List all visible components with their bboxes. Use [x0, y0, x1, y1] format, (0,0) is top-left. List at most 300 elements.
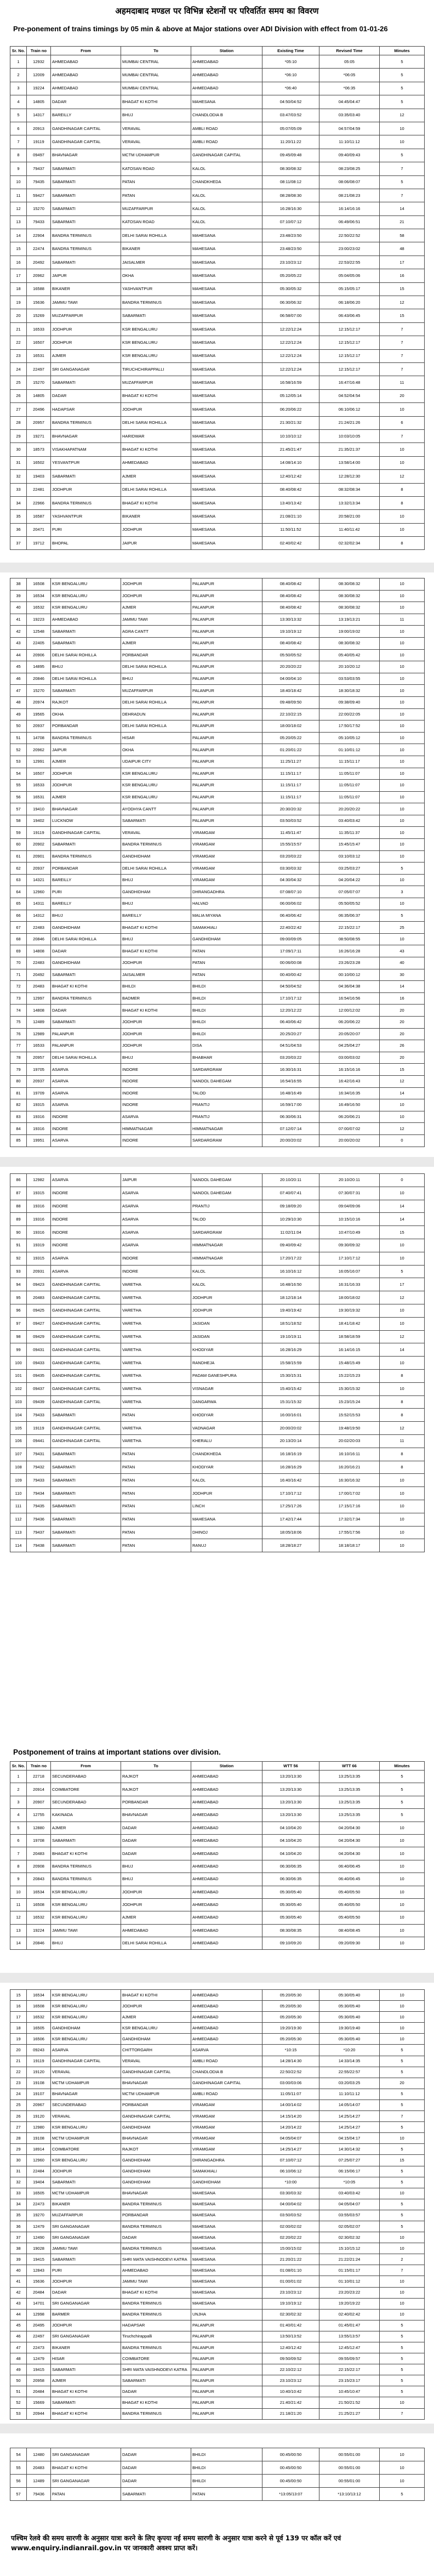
cell-station: AHMEDABAD [191, 1796, 262, 1808]
cell-time-old: 16:28/16:30 [262, 202, 319, 215]
table-row [10, 2133, 425, 2144]
table-row [10, 1123, 425, 1135]
table-row [10, 1265, 425, 1278]
cell-station: PALANPUR [191, 2342, 262, 2353]
cell-time-new: 09:38/09:40 [319, 696, 380, 708]
cell-train-no: 19708 [27, 1834, 51, 1847]
cell-minutes: 10 [380, 1382, 425, 1395]
cell-sr-no: 57 [10, 2488, 27, 2501]
table-row [10, 1291, 425, 1304]
cell-to: AHMEDABAD [121, 456, 191, 469]
cell-sr-no: 56 [10, 2475, 27, 2488]
cell-time-new: 15:10/15:12 [319, 2243, 380, 2254]
cell-sr-no: 68 [10, 933, 27, 945]
cell-time-old: 06:58/07:00 [262, 309, 319, 322]
cell-train-no: 14321 [27, 874, 51, 886]
cell-to: JODHPUR [121, 1898, 191, 1911]
cell-time-old: 20:13/20:14 [262, 1434, 319, 1448]
cell-sr-no: 39 [10, 2254, 27, 2265]
table-row [10, 322, 425, 336]
cell-station: PALANPUR [191, 756, 262, 768]
cell-time-new: 16:26/16:28 [319, 945, 380, 957]
table-row [10, 2188, 425, 2199]
cell-train-no: 22966 [27, 496, 51, 509]
cell-minutes: 8 [380, 1395, 425, 1409]
cell-minutes: 10 [380, 696, 425, 708]
cell-from: GANDHINAGAR CAPITAL [51, 1422, 121, 1435]
table-row [10, 2309, 425, 2320]
cell-time-old: 16:59/17:00 [262, 1099, 319, 1111]
table-row [10, 55, 425, 69]
cell-time-new: 18:41/18:42 [319, 1317, 380, 1330]
cell-time-old: 09:18/09:20 [262, 1200, 319, 1213]
cell-train-no: 79431 [27, 1448, 51, 1461]
cell-sr-no: 40 [10, 2265, 27, 2276]
cell-station: PALANPUR [191, 696, 262, 708]
cell-train-no: 19316 [27, 1226, 51, 1239]
cell-from: PORBANDAR [51, 863, 121, 875]
cell-station: AHMEDABAD [191, 1783, 262, 1796]
cell-time-old: 06:40/06:42 [262, 910, 319, 922]
cell-time-old: 16:48/16:49 [262, 1087, 319, 1099]
table-row [10, 1500, 425, 1513]
cell-sr-no: 36 [10, 523, 27, 536]
cell-to: BANDRA TERMINUS [121, 2309, 191, 2320]
cell-time-new: 13:32/13:34 [319, 496, 380, 509]
cell-time-new: 12:15/12:17 [319, 362, 380, 376]
table-row [10, 1028, 425, 1040]
cell-station: PALANPUR [191, 791, 262, 803]
cell-station: BHILDI [191, 992, 262, 1005]
cell-time-old: 09:48/09:50 [262, 696, 319, 708]
cell-time-new: 07:25/07:27 [319, 2155, 380, 2166]
cell-time-old: 06:40/06:42 [262, 1016, 319, 1028]
cell-sr-no: 76 [10, 1028, 27, 1040]
cell-to: PORBANDAR [121, 649, 191, 661]
cell-to: BHAGAT KI KOTHI [121, 2397, 191, 2408]
cell-station: VIRAMGAM [191, 2144, 262, 2155]
cell-from: GANDHIDHAM [51, 2023, 121, 2034]
cell-minutes: 10 [380, 1487, 425, 1500]
cell-sr-no: 46 [10, 2331, 27, 2342]
cell-minutes: 10 [380, 1860, 425, 1873]
cell-train-no: 20907 [27, 1796, 51, 1808]
cell-minutes: 15 [380, 2155, 425, 2166]
cell-sr-no: 67 [10, 922, 27, 934]
table-row [10, 2166, 425, 2177]
cell-time-old: 19:40/19:42 [262, 1304, 319, 1317]
cell-station: MAHESANA [191, 2188, 262, 2199]
table-row [10, 1369, 425, 1382]
cell-train-no: 09243 [27, 2045, 51, 2056]
cell-time-new: 19:00/19:02 [319, 626, 380, 638]
cell-station: VIRAMGAM [191, 2100, 262, 2110]
table-row [10, 1064, 425, 1076]
table-row [10, 1434, 425, 1448]
table-row [10, 1075, 425, 1087]
cell-time-new: 05:40/05:50 [319, 1911, 380, 1924]
cell-sr-no: 97 [10, 1317, 27, 1330]
cell-time-new: 12:15/12:17 [319, 336, 380, 349]
cell-sr-no: 43 [10, 637, 27, 649]
cell-sr-no: 51 [10, 732, 27, 744]
cell-time-new: 05:30/05:40 [319, 1990, 380, 2001]
cell-to: ASARVA [121, 1200, 191, 1213]
cell-sr-no: 95 [10, 1291, 27, 1304]
cell-to: MUMBAI CENTRAL [121, 55, 191, 69]
cell-from: GANDHINAGAR CAPITAL [51, 1317, 121, 1330]
cell-train-no: 19107 [27, 2089, 51, 2100]
cell-time-old: 05:07/05:09 [262, 122, 319, 135]
cell-station: MAHESANA [191, 523, 262, 536]
cell-time-new: 21:50/21:52 [319, 2397, 380, 2408]
cell-minutes: 43 [380, 945, 425, 957]
cell-from: ASARVA [51, 1087, 121, 1099]
cell-minutes: 8 [380, 1448, 425, 1461]
cell-minutes: 5 [380, 2353, 425, 2364]
cell-time-new: 13:25/13:35 [319, 1809, 380, 1822]
cell-time-new: 08:40/08:45 [319, 1924, 380, 1937]
cell-time-old: 02:30/02:32 [262, 2309, 319, 2320]
cell-station: DISA [191, 1040, 262, 1052]
cell-minutes: 5 [380, 2166, 425, 2177]
cell-from: SABARMATI [51, 2177, 121, 2188]
cell-to: JODHPUR [121, 957, 191, 969]
cell-sr-no: 13 [10, 1924, 27, 1937]
cell-station: MAHESANA [191, 2210, 262, 2221]
cell-sr-no: 47 [10, 2342, 27, 2353]
cell-minutes: 10 [380, 874, 425, 886]
cell-station: NANDOL DAHEGAM [191, 1174, 262, 1187]
cell-time-old: 03:00/03:06 [262, 2078, 319, 2089]
table-row [10, 175, 425, 189]
cell-minutes: 10 [380, 673, 425, 685]
cell-time-new: 09:40/09:43 [319, 149, 380, 162]
cell-station: MAHESANA [191, 389, 262, 402]
cell-sr-no: 19 [10, 296, 27, 309]
cell-minutes: 10 [380, 661, 425, 673]
cell-to: KSR BENGALURU [121, 791, 191, 803]
cell-from: JODHPUR [51, 768, 121, 780]
cell-time-new: 20:02/20:03 [319, 1434, 380, 1448]
cell-time-old: 23:10/23:12 [262, 256, 319, 269]
cell-minutes: 10 [380, 1847, 425, 1860]
cell-time-old: 15:00/15:02 [262, 2243, 319, 2254]
cell-sr-no: 54 [10, 2448, 27, 2461]
cell-station: GANDHINAGAR CAPITAL [191, 149, 262, 162]
cell-to: AJMER [121, 637, 191, 649]
cell-time-new: 05:30/05:40 [319, 2034, 380, 2045]
cell-to: GANDHIDHAM [121, 2034, 191, 2045]
cell-from: GANDHINAGAR CAPITAL [51, 1304, 121, 1317]
cell-minutes: 10 [380, 2034, 425, 2045]
cell-time-new: 09:55/09:57 [319, 2353, 380, 2364]
cell-sr-no: 86 [10, 1174, 27, 1187]
cell-time-new: *06:35 [319, 82, 380, 95]
cell-to: KSR BENGALURU [121, 349, 191, 362]
cell-minutes: 5 [380, 2386, 425, 2397]
cell-from: SABARMATI [51, 1409, 121, 1422]
cell-time-old: 17:09/17:11 [262, 945, 319, 957]
cell-sr-no: 2 [10, 1783, 27, 1796]
cell-from: DADAR [51, 95, 121, 109]
cell-to: BHUJ [121, 874, 191, 886]
table-row [10, 2265, 425, 2276]
cell-sr-no: 49 [10, 708, 27, 720]
cell-from: MCTM UDHAMPUR [51, 2078, 121, 2089]
cell-to: JODHPUR [121, 403, 191, 416]
cell-time-new: 12:00/12:02 [319, 1005, 380, 1017]
cell-time-old: 16:30/16:31 [262, 1064, 319, 1076]
cell-station: DHINOJ [191, 1526, 262, 1539]
table-row [10, 1052, 425, 1064]
table-row [10, 376, 425, 389]
cell-time-new: 11:05/11:07 [319, 791, 380, 803]
cell-sr-no: 69 [10, 945, 27, 957]
cell-time-new: 23:20/23:22 [319, 2287, 380, 2298]
cell-sr-no: 16 [10, 256, 27, 269]
cell-time-old: 18:00/18:02 [262, 720, 319, 733]
cell-from: SRI GANGANAGAR [51, 2221, 121, 2232]
cell-station: MAHESANA [191, 483, 262, 496]
table-row [10, 1783, 425, 1796]
cell-sr-no: 111 [10, 1500, 27, 1513]
cell-to: BHAGAT KI KOTHI [121, 2287, 191, 2298]
cell-minutes: 8 [380, 496, 425, 509]
cell-station: NANDOL DAHEGAM [191, 1075, 262, 1087]
cell-station: Station [191, 47, 262, 55]
cell-train-no: 22483 [27, 957, 51, 969]
cell-to: MCTM UDHAMPUR [121, 2089, 191, 2100]
cell-minutes: 6 [380, 416, 425, 429]
cell-sr-no: 21 [10, 322, 27, 336]
cell-time-new: 20:58/21:00 [319, 510, 380, 523]
cell-station: VADNAGAR [191, 1422, 262, 1435]
table-row [10, 403, 425, 416]
cell-station: PATAN [191, 945, 262, 957]
cell-sr-no: 34 [10, 2199, 27, 2210]
cell-time-old: 02:20/02:22 [262, 2232, 319, 2243]
cell-minutes: 12 [380, 1291, 425, 1304]
cell-time-new: 02:40/02:42 [319, 2309, 380, 2320]
table-row [10, 109, 425, 122]
cell-to: ASARVA [121, 1187, 191, 1200]
cell-station: PALANPUR [191, 2331, 262, 2342]
page-break [0, 1973, 434, 1983]
cell-from: ASARVA [51, 1252, 121, 1265]
cell-sr-no: 73 [10, 992, 27, 1005]
cell-to: BHILDI [121, 981, 191, 993]
cell-time-old: 01:40/01:42 [262, 2320, 319, 2331]
cell-minutes: 10 [380, 456, 425, 469]
cell-sr-no: 74 [10, 1005, 27, 1017]
cell-from: PALANPUR [51, 1028, 121, 1040]
cell-minutes: 10 [380, 403, 425, 416]
cell-from: JODHPUR [51, 2276, 121, 2287]
table-row [10, 95, 425, 109]
cell-time-old: 18:28/18:27 [262, 1539, 319, 1552]
cell-station: MAHESANA [191, 496, 262, 509]
cell-sr-no: 41 [10, 614, 27, 626]
cell-train-no: 09423 [27, 1278, 51, 1291]
cell-sr-no: 51 [10, 2386, 27, 2397]
table-row [10, 2475, 425, 2488]
cell-to: KSR BENGALURU [121, 2023, 191, 2034]
cell-minutes: 15 [380, 282, 425, 296]
cell-train-no: 79433 [27, 1474, 51, 1487]
table-row [10, 992, 425, 1005]
cell-sr-no: 78 [10, 1052, 27, 1064]
table-row [10, 1330, 425, 1343]
cell-time-old: 20:20/20:22 [262, 661, 319, 673]
cell-time-new: 11:10/11:12 [319, 2089, 380, 2100]
cell-station: KALOL [191, 1278, 262, 1291]
cell-time-old: 23:48/23:50 [262, 242, 319, 256]
cell-time-new: 22:15/22:17 [319, 922, 380, 934]
cell-time-new: 01:10/01:12 [319, 744, 380, 756]
cell-from: AHMEDABAD [51, 614, 121, 626]
cell-time-new: 18:00/18:02 [319, 1291, 380, 1304]
cell-station: PALANPUR [191, 626, 262, 638]
cell-to: TIRUCHCHIRAPPALLI [121, 362, 191, 376]
table-row [10, 1016, 425, 1028]
cell-from: SABARMATI [51, 1474, 121, 1487]
cell-to: BHAGAT KI KOTHI [121, 443, 191, 456]
cell-from: DELHI SARAI ROHILLA [51, 649, 121, 661]
cell-train-no: 12982 [27, 1174, 51, 1187]
cell-to: BHUJ [121, 1052, 191, 1064]
cell-to: BANDRA TERMINUS [121, 2342, 191, 2353]
cell-minutes: 5 [380, 2199, 425, 2210]
table-row [10, 637, 425, 649]
cell-to: BIKANER [121, 242, 191, 256]
cell-time-old: 14:25/14:27 [262, 2144, 319, 2155]
cell-minutes: 5 [380, 1796, 425, 1808]
cell-time-old: 06:30/06:31 [262, 1111, 319, 1123]
cell-time-old: 17:20/17:22 [262, 1252, 319, 1265]
cell-time-new: 16:30/16:32 [319, 1474, 380, 1487]
cell-train-no: 16508 [27, 1898, 51, 1911]
table-row [10, 1937, 425, 1950]
cell-train-no: 19119 [27, 135, 51, 149]
table-header-row [10, 1762, 425, 1771]
cell-sr-no: 24 [10, 362, 27, 376]
cell-to: BANDRA TERMINUS [121, 296, 191, 309]
cell-from: SRI GANGANAGAR [51, 2331, 121, 2342]
cell-from: ASARVA [51, 2045, 121, 2056]
cell-from: SABARMATI [51, 470, 121, 483]
table-row [10, 1873, 425, 1886]
cell-sr-no: 45 [10, 2320, 27, 2331]
cell-from: BHAGAT KI KOTHI [51, 1847, 121, 1860]
cell-train-no: 14317 [27, 109, 51, 122]
cell-train-no: 19315 [27, 1187, 51, 1200]
cell-station: MAHESANA [191, 2265, 262, 2276]
cell-minutes: 5 [380, 1783, 425, 1796]
cell-to: VARETHA [121, 1382, 191, 1395]
cell-sr-no: 28 [10, 416, 27, 429]
cell-from: KSR BENGALURU [51, 578, 121, 591]
table-row [10, 256, 425, 269]
cell-time-old: *06:10 [262, 69, 319, 82]
cell-from: GANDHINAGAR CAPITAL [51, 1278, 121, 1291]
cell-to: JAIPUR [121, 537, 191, 550]
cell-minutes: 10 [380, 523, 425, 536]
cell-minutes: 0 [380, 1174, 425, 1187]
cell-time-new: 06:49/06:51 [319, 215, 380, 229]
cell-to: To [121, 47, 191, 55]
cell-to: JAIPUR [121, 1174, 191, 1187]
cell-train-no: 20974 [27, 696, 51, 708]
cell-time-new: 09:04/09:06 [319, 1200, 380, 1213]
cell-train-no: 09435 [27, 1369, 51, 1382]
cell-time-new: 13:25/13:35 [319, 1783, 380, 1796]
cell-station: BHILDI [191, 2475, 262, 2488]
cell-from: SECUNDERABAD [51, 1796, 121, 1808]
cell-sr-no: 1 [10, 1771, 27, 1783]
cell-train-no: 19108 [27, 2078, 51, 2089]
cell-time-old: 11:02/11:04 [262, 1226, 319, 1239]
cell-station: MAHESANA [191, 2221, 262, 2232]
cell-train-no: 16508 [27, 578, 51, 591]
cell-sr-no: 93 [10, 1265, 27, 1278]
cell-station: MAHESANA [191, 2276, 262, 2287]
cell-to: JODHPUR [121, 523, 191, 536]
cell-time-old: 10:10/10:12 [262, 429, 319, 442]
cell-to: AHMEDABAD [121, 1924, 191, 1937]
cell-time-old: 08:40/08:42 [262, 637, 319, 649]
cell-time-old: 03:30/03:32 [262, 2188, 319, 2199]
cell-train-no: 16532 [27, 2012, 51, 2023]
cell-time-old: 12:22/12:24 [262, 322, 319, 336]
cell-to: PATAN [121, 1461, 191, 1474]
table-row [10, 309, 425, 322]
cell-station: AHMEDABAD [191, 1911, 262, 1924]
cell-time-old: 02:00/02:02 [262, 2221, 319, 2232]
cell-time-old: 09:00/09:05 [262, 933, 319, 945]
cell-from: BHUJ [51, 910, 121, 922]
cell-minutes: 2 [380, 2254, 425, 2265]
cell-time-old: 17:25/17:26 [262, 1500, 319, 1513]
cell-time-new: 04:05/04:07 [319, 2199, 380, 2210]
cell-sr-no: 9 [10, 1873, 27, 1886]
cell-sr-no: 100 [10, 1357, 27, 1370]
cell-to: VERAVAL [121, 827, 191, 839]
cell-from: PALANPUR [51, 1040, 121, 1052]
cell-time-old: 13:20/13:30 [262, 1809, 319, 1822]
cell-station: JODHPUR [191, 1291, 262, 1304]
cell-minutes: 3 [380, 886, 425, 898]
cell-sr-no: 54 [10, 768, 27, 780]
cell-time-old: 20:10/20:11 [262, 1174, 319, 1187]
cell-sr-no: 82 [10, 1099, 27, 1111]
cell-sr-no: 35 [10, 2210, 27, 2221]
cell-time-old: 16:28/16:29 [262, 1461, 319, 1474]
cell-station: MALIA MIYANA [191, 910, 262, 922]
cell-time-old: 19:10/19:11 [262, 1330, 319, 1343]
cell-from: KSR BENGALURU [51, 1990, 121, 2001]
cell-train-no: 20957 [27, 1052, 51, 1064]
cell-from: BHAGAT KI KOTHI [51, 2386, 121, 2397]
cell-train-no: 12989 [27, 1028, 51, 1040]
cell-sr-no: 42 [10, 626, 27, 638]
cell-from: PURI [51, 886, 121, 898]
cell-train-no: 20846 [27, 933, 51, 945]
cell-time-old: 01:20/01:22 [262, 744, 319, 756]
cell-train-no: 19224 [27, 1924, 51, 1937]
cell-minutes: 8 [380, 1461, 425, 1474]
table-row [10, 2342, 425, 2353]
